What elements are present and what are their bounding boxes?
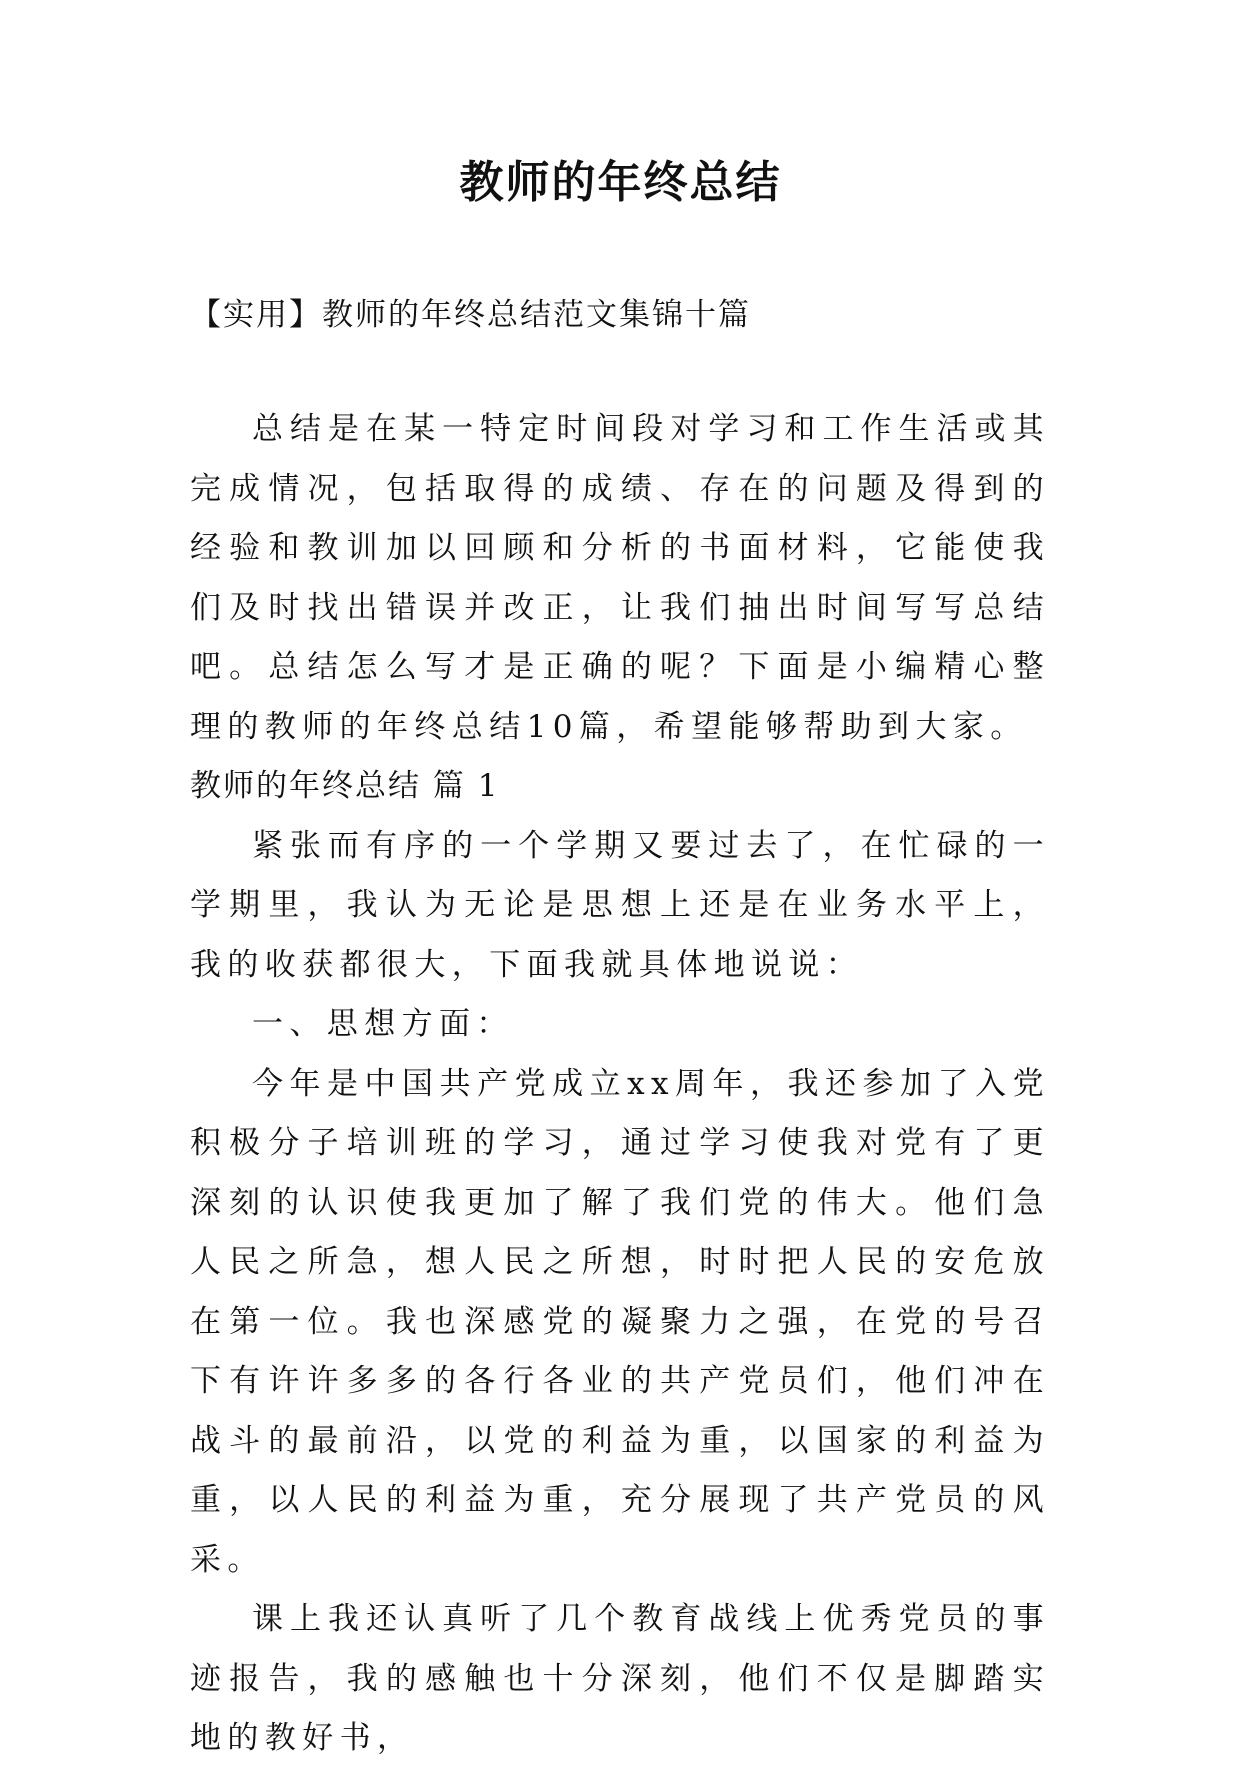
body-paragraph: 一、思想方面：: [252, 1006, 514, 1042]
intro-paragraph: 总结是在某一特定时间段对学习和工作生活或其完成情况，包括取得的成绩、存在的问题及得到的经验和教训加以回顾和分析的书面材料，它能使我们及时找出错误并改正，让我们抽出时间写写总结吧。总结怎么写才是正确的呢？下面是小编精心整理的教师的年终总结10篇，希望能够帮助到大家。: [190, 411, 1050, 745]
body-paragraph: 课上我还认真听了几个教育战线上优秀党员的事迹报告，我的感触也十分深刻，他们不仅是脚踏实地的教好书，: [190, 1601, 1050, 1756]
document-body: [190, 400, 1050, 1769]
section-heading: 教师的年终总结 篇 1: [190, 768, 500, 804]
body-paragraph: 今年是中国共产党成立xx周年，我还参加了入党积极分子培训班的学习，通过学习使我对党有了更深刻的认识使我更加了解了我们党的伟大。他们急人民之所急，想人民之所想，时时把人民的安危放在第一位。我也深感党的凝聚力之强，在党的号召下有许许多多的各行各业的共产党员们，他们冲在战斗的最前沿，以党的利益为重，以国家的利益为重，以人民的利益为重，充分展现了共产党员的风采。: [190, 1065, 1050, 1578]
body-paragraph: 紧张而有序的一个学期又要过去了，在忙碌的一学期里，我认为无论是思想上还是在业务水平上，我的收获都很大，下面我就具体地说说：: [190, 827, 1050, 983]
document-title: 教师的年终总结: [459, 157, 782, 208]
document-subtitle: 【实用】教师的年终总结范文集锦十篇: [190, 297, 751, 333]
